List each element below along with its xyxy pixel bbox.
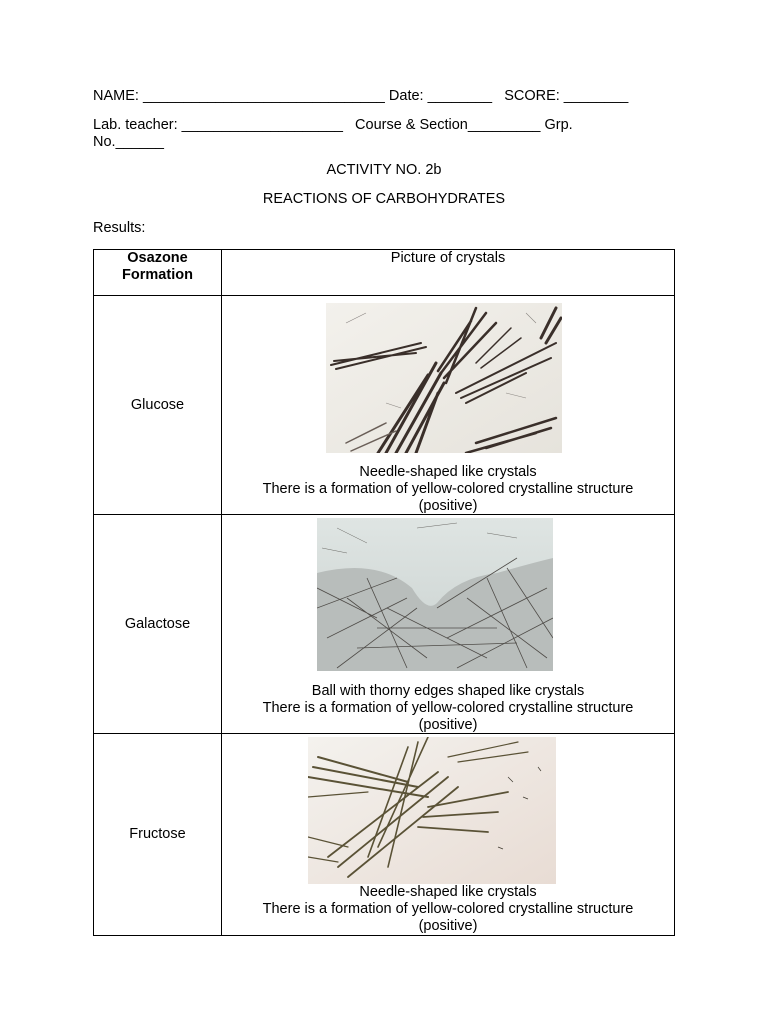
formation-caption: There is a formation of yellow-colored crystalline structure — [262, 481, 634, 497]
table-row — [94, 296, 675, 515]
result-caption: (positive) — [418, 918, 478, 934]
crystal-picture-cell — [222, 515, 675, 734]
sugar-name: Galactose — [124, 615, 191, 632]
sugar-name-cell — [94, 734, 222, 936]
results-table — [93, 249, 675, 936]
activity-subtitle: REACTIONS OF CARBOHYDRATES — [262, 191, 506, 207]
sugar-name-cell — [94, 515, 222, 734]
header-left-line-2: Formation — [122, 267, 193, 283]
crystal-shape-caption: Ball with thorny edges shaped like crystals — [311, 683, 585, 699]
glucose-crystal-photo — [326, 303, 562, 453]
table-header-row — [94, 250, 675, 296]
sugar-name: Fructose — [129, 826, 186, 842]
lab-teacher-course-line: Lab. teacher: ____________________ Course & Section_________ Grp. — [93, 117, 573, 133]
galactose-crystal-photo — [317, 518, 553, 671]
header-picture-of-crystals — [222, 250, 675, 296]
sugar-name: Glucose — [130, 396, 185, 413]
activity-title: ACTIVITY NO. 2b — [326, 162, 442, 178]
formation-caption: There is a formation of yellow-colored crystalline structure — [262, 901, 634, 917]
header-left-line-1: Osazone — [127, 250, 188, 266]
results-label: Results: — [93, 220, 146, 236]
name-date-score-line: NAME: ______________________________ Date: ________ SCORE: ________ — [93, 88, 629, 104]
result-caption: (positive) — [418, 717, 478, 733]
group-number-line: No.______ — [93, 134, 164, 150]
table-row — [94, 515, 675, 734]
sugar-name-cell — [94, 296, 222, 515]
header-right-label: Picture of crystals — [390, 250, 506, 266]
table-row — [94, 734, 675, 936]
result-caption: (positive) — [418, 498, 478, 514]
header-osazone-formation — [94, 250, 222, 296]
formation-caption: There is a formation of yellow-colored crystalline structure — [262, 700, 634, 716]
fructose-crystal-photo — [308, 737, 556, 884]
crystal-shape-caption: Needle-shaped like crystals — [359, 884, 537, 900]
crystal-picture-cell — [222, 734, 675, 936]
crystal-picture-cell — [222, 296, 675, 515]
crystal-shape-caption: Needle-shaped like crystals — [359, 464, 537, 480]
